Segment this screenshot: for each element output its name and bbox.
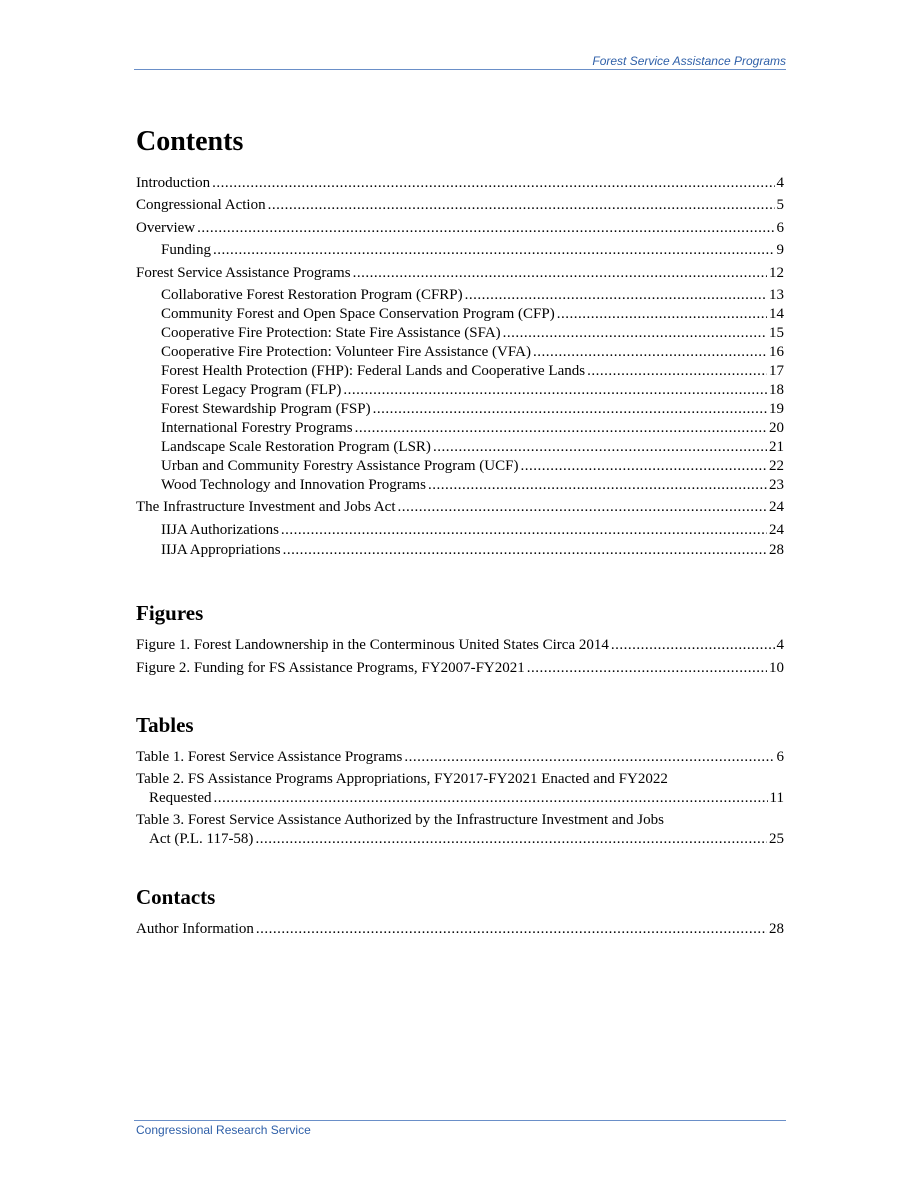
toc-entry-label: Congressional Action bbox=[136, 197, 266, 214]
toc-entry-page: 14 bbox=[769, 305, 784, 322]
toc-entry-ucf[interactable] bbox=[136, 457, 784, 476]
dot-leader bbox=[213, 241, 774, 260]
toc-entry-page: 12 bbox=[769, 264, 784, 281]
contacts-list bbox=[136, 920, 784, 939]
dot-leader bbox=[255, 830, 767, 849]
dot-leader bbox=[283, 541, 767, 560]
footer-divider bbox=[134, 1120, 786, 1121]
toc-entry-label: Forest Legacy Program (FLP) bbox=[161, 381, 342, 398]
toc-entry-label: Forest Stewardship Program (FSP) bbox=[161, 400, 371, 417]
toc-entry-figure-1[interactable] bbox=[136, 636, 784, 655]
toc-entry-sfa[interactable] bbox=[136, 324, 784, 343]
dot-leader bbox=[587, 362, 767, 381]
toc-entry-iija-appropriations[interactable] bbox=[136, 541, 784, 560]
toc-entry-cfp[interactable] bbox=[136, 305, 784, 324]
toc-entry-label: Figure 1. Forest Landownership in the Conterminous United States Circa 2014 bbox=[136, 637, 609, 654]
dot-leader bbox=[503, 324, 767, 343]
toc-entry-page: 6 bbox=[776, 748, 784, 765]
toc-entry-label: Introduction bbox=[136, 175, 211, 191]
toc-entry-label: Author Information bbox=[136, 921, 254, 938]
toc-entry-overview[interactable] bbox=[136, 219, 784, 238]
toc-entry-label: Forest Health Protection (FHP): Federal Lands and Cooperative Lands bbox=[161, 362, 586, 379]
toc-entry-page: 11 bbox=[769, 790, 784, 807]
toc-entry-table-1[interactable] bbox=[136, 748, 784, 767]
dot-leader bbox=[355, 419, 767, 438]
toc-entry-label-line2: Requested bbox=[149, 790, 212, 807]
dot-leader bbox=[343, 381, 767, 400]
toc-entry-label: Table 1. Forest Service Assistance Programs bbox=[136, 748, 403, 765]
toc-entry-label-line1: Table 3. Forest Service Assistance Authorized by the Infrastructure Investment and Jobs bbox=[136, 812, 664, 829]
toc-entry-author-information[interactable] bbox=[136, 920, 784, 939]
toc-entry-page: 17 bbox=[769, 362, 784, 379]
dot-leader bbox=[213, 789, 767, 808]
toc-entry-label: IIJA Authorizations bbox=[161, 521, 279, 538]
toc-entry-page: 19 bbox=[769, 400, 784, 417]
contents-section bbox=[136, 124, 784, 560]
toc-entry-page: 4 bbox=[776, 637, 784, 654]
toc-entry-page: 21 bbox=[769, 438, 784, 455]
dot-leader bbox=[465, 286, 767, 305]
dot-leader bbox=[373, 400, 767, 419]
toc-entry-page: 6 bbox=[776, 219, 784, 236]
figures-heading: Figures bbox=[136, 601, 204, 626]
toc-entry-page: 9 bbox=[776, 242, 784, 259]
toc-entry-flp[interactable] bbox=[136, 381, 784, 400]
toc-entry-page: 4 bbox=[776, 175, 784, 191]
running-footer-publisher: Congressional Research Service bbox=[136, 1123, 311, 1137]
contacts-section bbox=[136, 883, 784, 939]
figures-list bbox=[136, 636, 784, 677]
toc-entry-table-3[interactable] bbox=[136, 811, 784, 849]
toc-entry-label: Forest Service Assistance Programs bbox=[136, 264, 351, 281]
dot-leader bbox=[533, 343, 767, 362]
toc-entry-page: 28 bbox=[769, 921, 784, 938]
contents-list bbox=[136, 174, 784, 560]
toc-entry-cfrp[interactable] bbox=[136, 286, 784, 305]
toc-entry-table-2[interactable] bbox=[136, 770, 784, 808]
toc-entry-label: Figure 2. Funding for FS Assistance Programs, FY2007-FY2021 bbox=[136, 659, 525, 676]
tables-section bbox=[136, 711, 784, 850]
header-divider bbox=[134, 69, 786, 70]
dot-leader bbox=[433, 438, 767, 457]
toc-entry-label: Cooperative Fire Protection: Volunteer Fire Assistance (VFA) bbox=[161, 343, 531, 360]
toc-entry-vfa[interactable] bbox=[136, 343, 784, 362]
toc-entry-page: 5 bbox=[776, 197, 784, 214]
toc-entry-fhp[interactable] bbox=[136, 362, 784, 381]
toc-entry-page: 15 bbox=[769, 324, 784, 341]
toc-entry-label: Collaborative Forest Restoration Program (CFRP) bbox=[161, 286, 463, 303]
toc-entry-label: Cooperative Fire Protection: State Fire Assistance (SFA) bbox=[161, 324, 501, 341]
dot-leader bbox=[398, 498, 767, 517]
dot-leader bbox=[256, 920, 767, 939]
toc-entry-label-line1: Table 2. FS Assistance Programs Appropriations, FY2017-FY2021 Enacted and FY2022 bbox=[136, 771, 668, 788]
toc-entry-iija-authorizations[interactable] bbox=[136, 521, 784, 540]
toc-entry-continuation bbox=[136, 830, 784, 849]
toc-entry-page: 28 bbox=[769, 542, 784, 559]
table-of-contents bbox=[136, 124, 784, 943]
toc-entry-fsp[interactable] bbox=[136, 400, 784, 419]
dot-leader bbox=[611, 636, 775, 655]
toc-entry-page: 13 bbox=[769, 286, 784, 303]
toc-entry-page: 24 bbox=[769, 499, 784, 516]
toc-entry-label: International Forestry Programs bbox=[161, 419, 353, 436]
toc-entry-introduction[interactable] bbox=[136, 174, 784, 193]
figures-section bbox=[136, 599, 784, 677]
toc-entry-label: The Infrastructure Investment and Jobs Act bbox=[136, 499, 396, 516]
toc-entry-wood-technology[interactable] bbox=[136, 476, 784, 495]
dot-leader bbox=[428, 476, 767, 495]
toc-entry-label: Funding bbox=[161, 242, 212, 259]
tables-list bbox=[136, 748, 784, 850]
toc-entry-label-line2: Act (P.L. 117-58) bbox=[149, 831, 254, 848]
toc-entry-figure-2[interactable] bbox=[136, 659, 784, 678]
toc-entry-forest-service-assistance-programs[interactable] bbox=[136, 264, 784, 283]
toc-entry-lsr[interactable] bbox=[136, 438, 784, 457]
dot-leader bbox=[527, 659, 767, 678]
toc-entry-label: IIJA Appropriations bbox=[161, 542, 281, 559]
toc-entry-continuation bbox=[136, 789, 784, 808]
toc-entry-page: 24 bbox=[769, 521, 784, 538]
dot-leader bbox=[404, 748, 774, 767]
toc-entry-page: 22 bbox=[769, 457, 784, 474]
toc-entry-page: 25 bbox=[769, 831, 784, 848]
dot-leader bbox=[557, 305, 767, 324]
contacts-heading: Contacts bbox=[136, 885, 216, 910]
toc-entry-page: 10 bbox=[769, 659, 784, 676]
dot-leader bbox=[353, 264, 767, 283]
dot-leader bbox=[268, 196, 775, 215]
toc-entry-congressional-action[interactable] bbox=[136, 196, 784, 215]
dot-leader bbox=[520, 457, 767, 476]
running-header-title: Forest Service Assistance Programs bbox=[592, 54, 786, 68]
toc-entry-label: Urban and Community Forestry Assistance Program (UCF) bbox=[161, 457, 519, 474]
toc-entry-label: Overview bbox=[136, 219, 196, 236]
toc-entry-label: Community Forest and Open Space Conservation Program (CFP) bbox=[161, 305, 555, 322]
toc-entry-label: Wood Technology and Innovation Programs bbox=[161, 476, 426, 493]
toc-entry-page: 20 bbox=[769, 419, 784, 436]
toc-entry-funding[interactable] bbox=[136, 241, 784, 260]
dot-leader bbox=[281, 521, 767, 540]
toc-entry-label: Landscape Scale Restoration Program (LSR) bbox=[161, 438, 431, 455]
contents-heading: Contents bbox=[136, 126, 244, 157]
tables-heading: Tables bbox=[136, 712, 194, 737]
toc-entry-page: 16 bbox=[769, 343, 784, 360]
dot-leader bbox=[197, 219, 774, 238]
toc-entry-page: 23 bbox=[769, 476, 784, 493]
dot-leader bbox=[212, 174, 774, 193]
toc-entry-iija[interactable] bbox=[136, 498, 784, 517]
toc-entry-international-forestry[interactable] bbox=[136, 419, 784, 438]
toc-entry-page: 18 bbox=[769, 381, 784, 398]
